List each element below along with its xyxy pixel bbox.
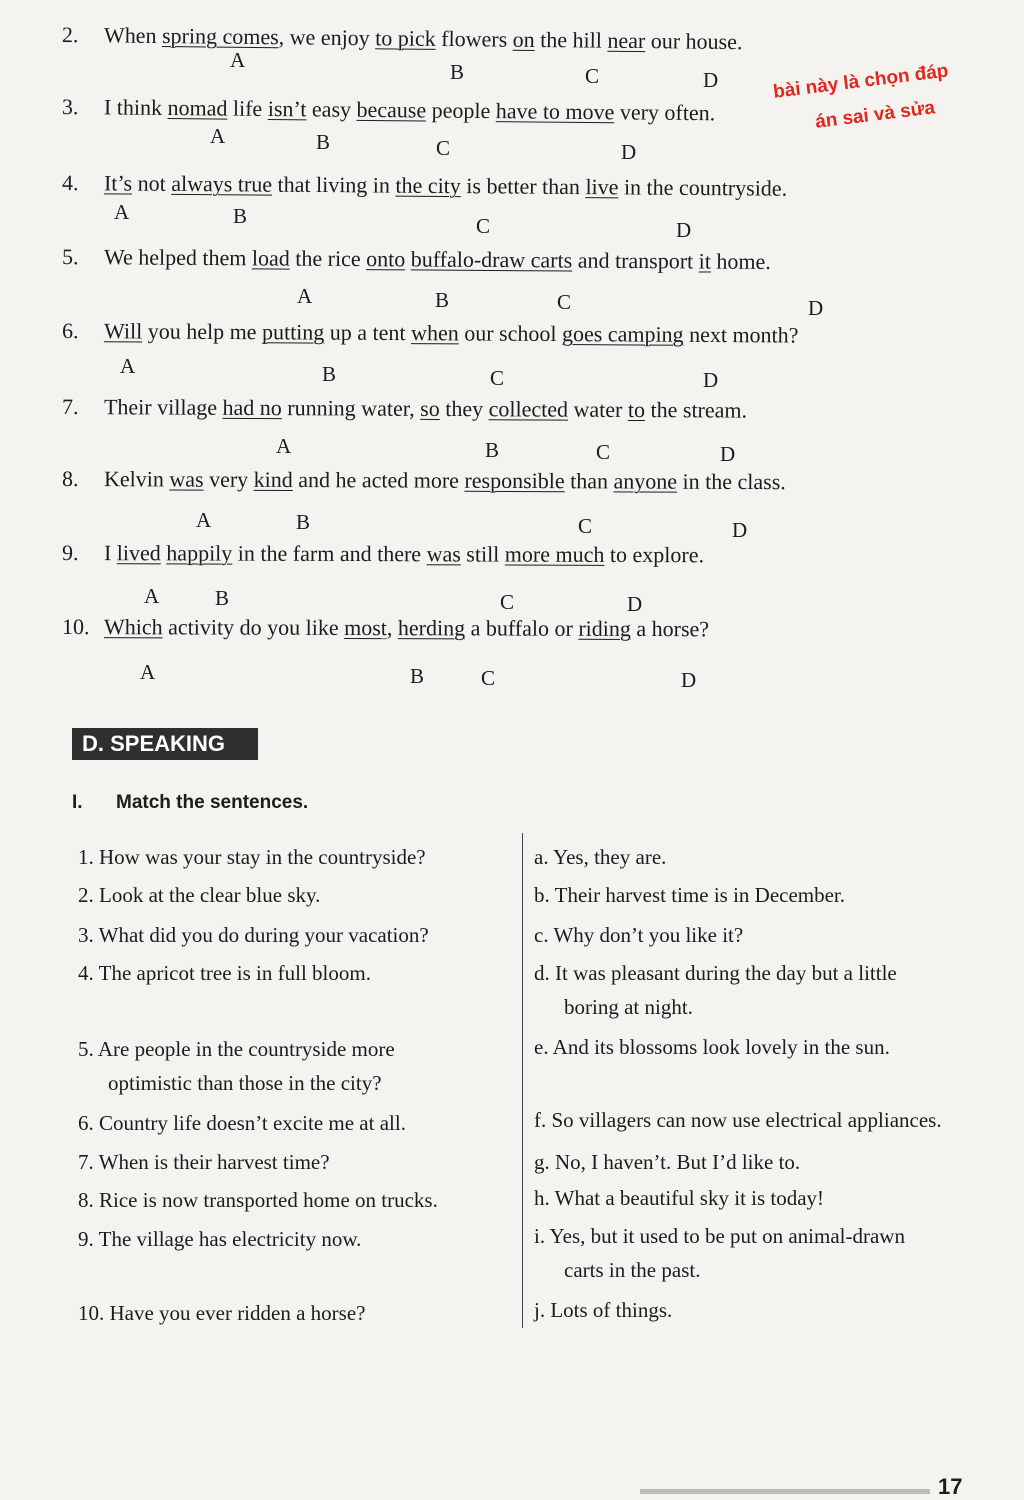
match-right-item xyxy=(534,1219,994,1287)
underlined-option: happily xyxy=(166,540,233,566)
question-4 xyxy=(62,170,787,202)
match-left-text: 7. When is their harvest time? xyxy=(78,1150,330,1174)
match-right-item xyxy=(534,1145,994,1179)
sentence-text: in the farm and there xyxy=(232,540,427,567)
question-2 xyxy=(62,22,743,55)
underlined-option: near xyxy=(607,27,646,54)
underlined-option: on xyxy=(512,26,535,52)
option-label-b: B xyxy=(410,664,425,688)
question-number: 6. xyxy=(61,318,79,344)
teacher-note-line1: bài này là chọn đáp xyxy=(772,60,950,103)
match-left-item xyxy=(78,1183,518,1217)
option-label-d: D xyxy=(720,442,736,466)
sentence-text: in the countryside. xyxy=(618,174,788,201)
sentence-text: our school xyxy=(458,320,563,347)
option-label-c: C xyxy=(436,136,451,160)
option-label-c: C xyxy=(578,514,593,538)
option-label-c: C xyxy=(476,214,491,238)
match-right-text: f. So villagers can now use electrical appliances. xyxy=(534,1108,942,1132)
match-left-text: 1. How was your stay in the countryside? xyxy=(78,845,426,869)
underlined-option: anyone xyxy=(613,468,678,494)
underlined-option: herding xyxy=(397,615,466,641)
sentence-text: the rice xyxy=(289,245,367,272)
match-right-text: e. And its blossoms look lovely in the sun. xyxy=(534,1035,890,1059)
option-label-d: D xyxy=(703,368,719,392)
sentence-text: , we enjoy xyxy=(278,24,376,51)
option-label-a: A xyxy=(144,584,160,608)
underlined-option: goes camping xyxy=(561,321,684,347)
underlined-option: to pick xyxy=(375,25,436,51)
sentence-text: the stream. xyxy=(644,397,748,423)
underlined-option: lived xyxy=(116,540,161,566)
sentence-text: Kelvin xyxy=(103,466,170,492)
option-label-a: A xyxy=(140,660,156,684)
question-10 xyxy=(62,614,709,642)
underlined-option: when xyxy=(411,320,459,346)
match-right-item xyxy=(534,1181,994,1215)
underlined-option: responsible xyxy=(464,467,565,494)
sentence-text: a buffalo or xyxy=(465,615,579,641)
sentence-text: the hill xyxy=(534,26,608,53)
question-3 xyxy=(62,94,715,126)
question-number: 3. xyxy=(61,94,79,120)
page-number: 17 xyxy=(938,1474,963,1499)
footer-strip xyxy=(640,1489,930,1494)
option-label-a: A xyxy=(210,124,226,148)
question-number: 8. xyxy=(61,466,79,492)
option-label-a: A xyxy=(230,48,246,72)
underlined-option: It’s xyxy=(103,170,133,196)
underlined-option: most xyxy=(344,614,387,641)
option-label-c: C xyxy=(557,290,572,314)
match-right-text: c. Why don’t you like it? xyxy=(534,923,744,947)
question-number: 4. xyxy=(61,170,79,196)
option-label-b: B xyxy=(322,362,337,386)
question-8 xyxy=(62,466,786,495)
match-section-number: I. xyxy=(72,792,83,813)
sentence-text: When xyxy=(103,22,163,49)
underlined-option: to xyxy=(627,396,646,423)
match-left-text: 3. What did you do during your vacation? xyxy=(78,923,429,947)
option-label-b: B xyxy=(215,586,230,610)
underlined-option: spring comes xyxy=(161,23,279,50)
option-label-d: D xyxy=(621,140,637,164)
underlined-option: have to move xyxy=(495,98,615,125)
match-left-text: 8. Rice is now transported home on trucks. xyxy=(78,1188,438,1212)
sentence-text: and transport xyxy=(572,247,699,274)
question-number: 2. xyxy=(61,22,79,48)
underlined-option: because xyxy=(356,96,427,123)
match-right-text-continued: carts in the past. xyxy=(564,1258,701,1282)
match-right-text-continued: boring at night. xyxy=(564,995,693,1019)
match-section-heading xyxy=(72,792,308,814)
option-label-a: A xyxy=(196,508,212,532)
match-right-item xyxy=(534,840,994,874)
underlined-option: load xyxy=(251,245,290,271)
underlined-option: live xyxy=(585,174,619,200)
sentence-text: our house. xyxy=(645,28,743,55)
underlined-option: onto xyxy=(366,246,406,272)
underlined-option: Will xyxy=(103,318,143,344)
match-left-item xyxy=(78,1296,518,1330)
sentence-text: is better than xyxy=(460,173,586,200)
sentence-text: next month? xyxy=(683,321,799,348)
option-label-d: D xyxy=(808,296,824,320)
sentence-text: they xyxy=(439,395,489,422)
match-left-item xyxy=(78,878,518,912)
option-label-a: A xyxy=(120,354,136,378)
sentence-text: I think xyxy=(103,94,168,121)
sentence-text: life xyxy=(227,95,268,121)
sentence-text: in the class. xyxy=(677,468,786,495)
option-label-a: A xyxy=(297,284,313,308)
question-9 xyxy=(62,540,704,568)
match-right-text: h. What a beautiful sky it is today! xyxy=(534,1186,825,1210)
match-right-text: d. It was pleasant during the day but a little xyxy=(534,961,897,985)
sentence-text: easy xyxy=(306,96,357,122)
sentence-text: I xyxy=(103,540,117,566)
sentence-text: and he acted more xyxy=(292,467,465,493)
match-left-item xyxy=(78,1145,518,1179)
underlined-option: buffalo-draw carts xyxy=(410,246,573,273)
match-left-item xyxy=(78,1222,518,1256)
match-right-item xyxy=(534,1293,994,1327)
option-label-c: C xyxy=(490,366,505,390)
option-label-b: B xyxy=(316,130,331,154)
option-label-c: C xyxy=(585,64,600,88)
match-left-text: 4. The apricot tree is in full bloom. xyxy=(78,961,371,985)
match-left-item xyxy=(78,840,518,874)
option-label-b: B xyxy=(450,60,465,84)
underlined-option: was xyxy=(426,541,461,567)
sentence-text: that living in xyxy=(271,171,396,198)
underlined-option: Which xyxy=(103,614,163,640)
match-right-item xyxy=(534,878,994,912)
match-right-text: a. Yes, they are. xyxy=(534,845,667,869)
question-number: 10. xyxy=(61,614,90,640)
sentence-text: still xyxy=(460,541,505,567)
match-left-item xyxy=(78,1032,518,1100)
sentence-text: Their village xyxy=(103,394,223,420)
underlined-option: collected xyxy=(488,396,569,422)
match-right-item xyxy=(534,1030,994,1064)
match-left-text: 10. Have you ever ridden a horse? xyxy=(78,1301,366,1325)
option-label-c: C xyxy=(481,666,496,690)
underlined-option: it xyxy=(698,248,712,274)
match-left-item xyxy=(78,1106,518,1140)
option-label-c: C xyxy=(596,440,611,464)
sentence-text: very often. xyxy=(614,99,716,126)
underlined-option: always true xyxy=(171,170,273,197)
sentence-text: not xyxy=(132,170,172,196)
question-number: 5. xyxy=(61,244,79,270)
sentence-text: flowers xyxy=(435,25,513,52)
option-label-b: B xyxy=(485,438,500,462)
question-5 xyxy=(62,244,771,275)
sentence-text: to explore. xyxy=(604,541,705,568)
match-left-item xyxy=(78,956,518,990)
match-right-text: i. Yes, but it used to be put on animal-drawn xyxy=(534,1224,905,1248)
underlined-option: nomad xyxy=(167,95,228,121)
underlined-option: kind xyxy=(253,466,293,493)
match-left-item xyxy=(78,918,518,952)
underlined-option: putting xyxy=(261,319,325,345)
option-label-a: A xyxy=(276,434,292,458)
sentence-text: a horse? xyxy=(630,615,710,642)
question-number: 9. xyxy=(61,540,79,566)
match-left-text: 5. Are people in the countryside more xyxy=(78,1037,395,1061)
sentence-text: We helped them xyxy=(103,244,252,271)
underlined-option: had no xyxy=(222,394,282,421)
option-label-d: D xyxy=(732,518,748,542)
option-label-c: C xyxy=(500,590,515,614)
option-label-b: B xyxy=(296,510,311,534)
option-label-d: D xyxy=(676,218,692,242)
option-label-a: A xyxy=(114,200,130,224)
sentence-text: people xyxy=(426,97,496,124)
option-label-d: D xyxy=(703,68,719,92)
match-section-title: Match the sentences. xyxy=(116,792,309,813)
speaking-heading: D. SPEAKING xyxy=(72,728,258,760)
match-right-item xyxy=(534,918,994,952)
match-left-text: 9. The village has electricity now. xyxy=(78,1227,362,1251)
match-left-text: 2. Look at the clear blue sky. xyxy=(78,883,321,907)
sentence-text: running water, xyxy=(281,395,421,421)
sentence-text: than xyxy=(564,468,614,494)
underlined-option: the city xyxy=(395,172,461,199)
option-label-d: D xyxy=(681,668,697,692)
underlined-option: isn’t xyxy=(267,95,307,122)
option-label-b: B xyxy=(435,288,450,312)
sentence-text: you help me xyxy=(142,318,263,345)
sentence-text: activity do you like xyxy=(162,614,345,640)
sentence-text: home. xyxy=(710,248,771,274)
underlined-option: more much xyxy=(504,541,605,567)
match-left-text-continued: optimistic than those in the city? xyxy=(108,1071,382,1095)
match-right-text: j. Lots of things. xyxy=(534,1298,673,1322)
match-right-item xyxy=(534,1103,994,1137)
match-right-item xyxy=(534,956,994,1024)
sentence-text: very xyxy=(203,466,254,492)
match-left-text: 6. Country life doesn’t excite me at all. xyxy=(78,1111,406,1135)
option-label-d: D xyxy=(627,592,643,616)
sentence-text: water xyxy=(567,396,628,422)
underlined-option: was xyxy=(169,466,204,492)
question-number: 7. xyxy=(61,394,79,420)
underlined-option: riding xyxy=(578,615,631,641)
question-6 xyxy=(62,318,799,348)
underlined-option: so xyxy=(420,395,440,421)
match-right-text: g. No, I haven’t. But I’d like to. xyxy=(534,1150,801,1174)
match-right-text: b. Their harvest time is in December. xyxy=(534,883,846,907)
teacher-note-line2: án sai và sửa xyxy=(814,97,937,133)
match-column-divider xyxy=(522,833,523,1328)
option-label-b: B xyxy=(233,204,248,228)
sentence-text: , xyxy=(386,615,398,641)
question-7 xyxy=(62,394,747,424)
sentence-text: up a tent xyxy=(324,319,412,346)
